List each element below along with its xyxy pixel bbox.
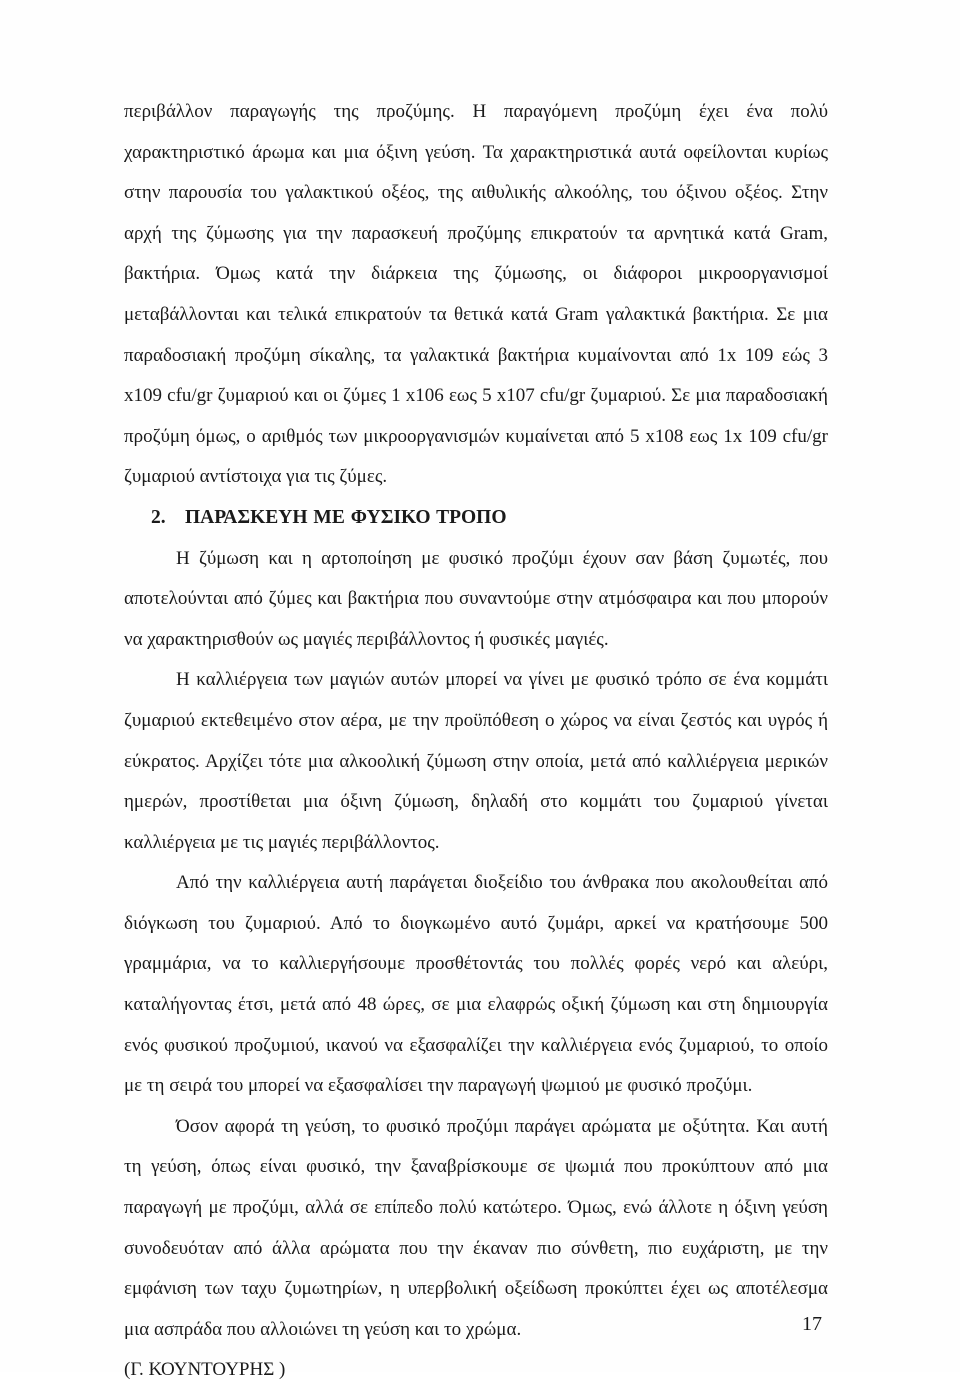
page-number: 17 — [802, 1313, 822, 1335]
paragraph-natural-yeasts: Η ζύμωση και η αρτοποίηση με φυσικό προζύμι έχουν σαν βάση ζυμωτές, που αποτελούνται από ζύμες και βακτήρια που συναντούμε στην ατμόσφαιρα και που μπορούν να χαρακτηρισθούν ως μαγιές περιβάλλοντος ή φυσικές μαγιές. — [124, 547, 828, 650]
section-title: ΠΑΡΑΣΚΕΥΗ ΜΕ ΦΥΣΙΚΟ ΤΡΟΠΟ — [185, 506, 507, 528]
paragraph-yeast-cultivation: Η καλλιέργεια των μαγιών αυτών μπορεί να γίνει με φυσικό τρόπο σε ένα κομμάτι ζυμαριού εκτεθειμένο στον αέρα, με την προϋπόθεση ο χώρος να είναι ζεστός και υγρός ή εύκρατος. Αρχίζει τότε μια αλκοολική ζύμωση στην οποία, μετά από καλλιέργεια μερικών ημερών, προστίθεται μια όξινη ζύμωση, δηλαδή στο κομμάτι του ζυμαριού γίνεται καλλιέργεια με τις μαγιές περιβάλλοντος. — [124, 669, 828, 853]
author-attribution: (Γ. ΚΟΥΝΤΟΥΡΗΣ ) — [124, 1359, 286, 1381]
section-heading — [124, 498, 828, 539]
section-number: 2. — [151, 506, 166, 528]
paragraph-taste: Όσον αφορά τη γεύση, το φυσικό προζύμι παράγει αρώματα με οξύτητα. Και αυτή τη γεύση, όπως είναι φυσικό, την ξαναβρίσκουμε σε ψωμιά που προκύπτουν από μια παραγωγή με προζύμι, αλλά σε επίπεδο πολύ κατώτερο. Όμως, ενώ άλλοτε η όξινη γεύση συνοδευόταν από άλλα αρώματα που την έκαναν πιο σύνθετη, πιο ευχάριστη, με την εμφάνιση των ταχυ ζυμωτηρίων, η υπερβολική οξείδωση προκύπτει έχει ως αποτέλεσμα μια ασπράδα που αλλοιώνει τη γεύση και το χρώμα. — [124, 1115, 828, 1340]
paragraph-sourdough-microorganisms: περιβάλλον παραγωγής της προζύμης. Η παραγόμενη προζύμη έχει ένα πολύ χαρακτηριστικό άρωμα και μια όξινη γεύση. Τα χαρακτηριστικά αυτά οφείλονται κυρίως στην παρουσία του γαλακτικού οξέος, της αιθυλικής αλκοόλης, του όξινου οξέος. Στην αρχή της ζύμωσης για την παρασκευή προζύμης επικρατούν τα αρνητικά κατά Gram, βακτήρια. Όμως κατά την διάρκεια της ζύμωσης, οι διάφοροι μικροοργανισμοί μεταβάλλονται και τελικά επικρατούν τα θετικά κατά Gram γαλακτικά βακτήρια. Σε μια παραδοσιακή προζύμη σίκαλης, τα γαλακτικά βακτήρια κυμαίνονται από 1x 109 εώς 3 x109 cfu/gr ζυμαριού και οι ζύμες 1 x106 εως 5 x107 cfu/gr ζυμαριού. Σε μια παραδοσιακή προζύμη όμως, ο αριθμός των μικροοργανισμών κυμαίνεται από 5 x108 εως 1x 109 cfu/gr ζυμαριού αντίστοιχα για τις ζύμες. — [124, 101, 828, 488]
paragraph-dough-fermentation: Από την καλλιέργεια αυτή παράγεται διοξείδιο του άνθρακα που ακολουθείται από διόγκωση του ζυμαριού. Από το διογκωμένο αυτό ζυμάρι, αρκεί να κρατήσουμε 500 γραμμάρια, να το καλλιεργήσουμε προσθέτοντάς του πολλές φορές νερό και αλεύρι, καταλήγοντας έτσι, μετά από 48 ώρες, σε μια ελαφρώς οξική ζύμωση και στη δημιουργία ενός φυσικού προζυμιού, ικανού να εξασφαλίζει την καλλιέργεια ενός ζυμαριού, το οποίο με τη σειρά του μπορεί να εξασφαλίσει την παραγωγή ψωμιού με φυσικό προζύμι. — [124, 872, 828, 1097]
page-content — [124, 92, 828, 1391]
